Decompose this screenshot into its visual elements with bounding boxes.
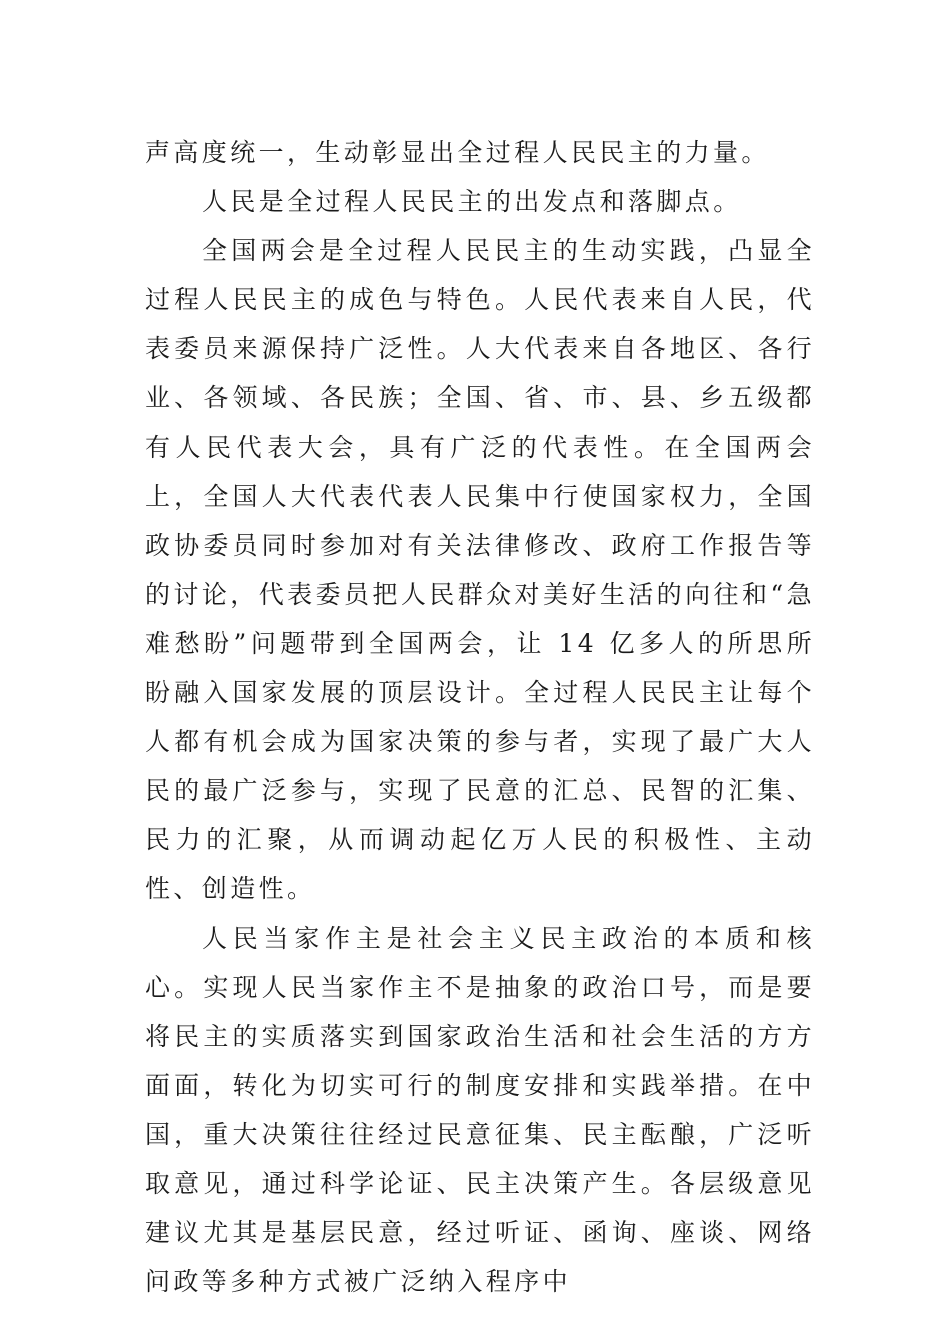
- paragraph-two-sessions: 全国两会是全过程人民民主的生动实践，凸显全过程人民民主的成色与特色。人民代表来自人民，代表委员来源保持广泛性。人大代表来自各地区、各行业、各领域、各民族；全国、省、市、县、乡五级都有人民代表大会，具有广泛的代表性。在全国两会上，全国人大代表代表人民集中行使国家权力，全国政协委员同时参加对有关法律修改、政府工作报告等的讨论，代表委员把人民群众对美好生活的向往和“急难愁盼”问题带到全国两会，让 14 亿多人的所思所盼融入国家发展的顶层设计。全过程人民民主让每个人都有机会成为国家决策的参与者，实现了最广大人民的最广泛参与，实现了民意的汇总、民智的汇集、民力的汇聚，从而调动起亿万人民的积极性、主动性、创造性。: [145, 236, 815, 904]
- paragraph-continued: 声高度统一，生动彰显出全过程人民民主的力量。: [145, 138, 770, 167]
- paragraph-people-masters: 人民当家作主是社会主义民主政治的本质和核心。实现人民当家作主不是抽象的政治口号，而是要将民主的实质落实到国家政治生活和社会生活的方方面面，转化为切实可行的制度安排和实践举措。在中国，重大决策往往经过民意征集、民主酝酿，广泛听取意见，通过科学论证、民主决策产生。各层级意见建议尤其是基层民意，经过听证、函询、座谈、网络问政等多种方式被广泛纳入程序中: [145, 923, 815, 1297]
- document-body: [145, 128, 815, 1306]
- paragraph-people-thesis: 人民是全过程人民民主的出发点和落脚点。: [202, 187, 742, 217]
